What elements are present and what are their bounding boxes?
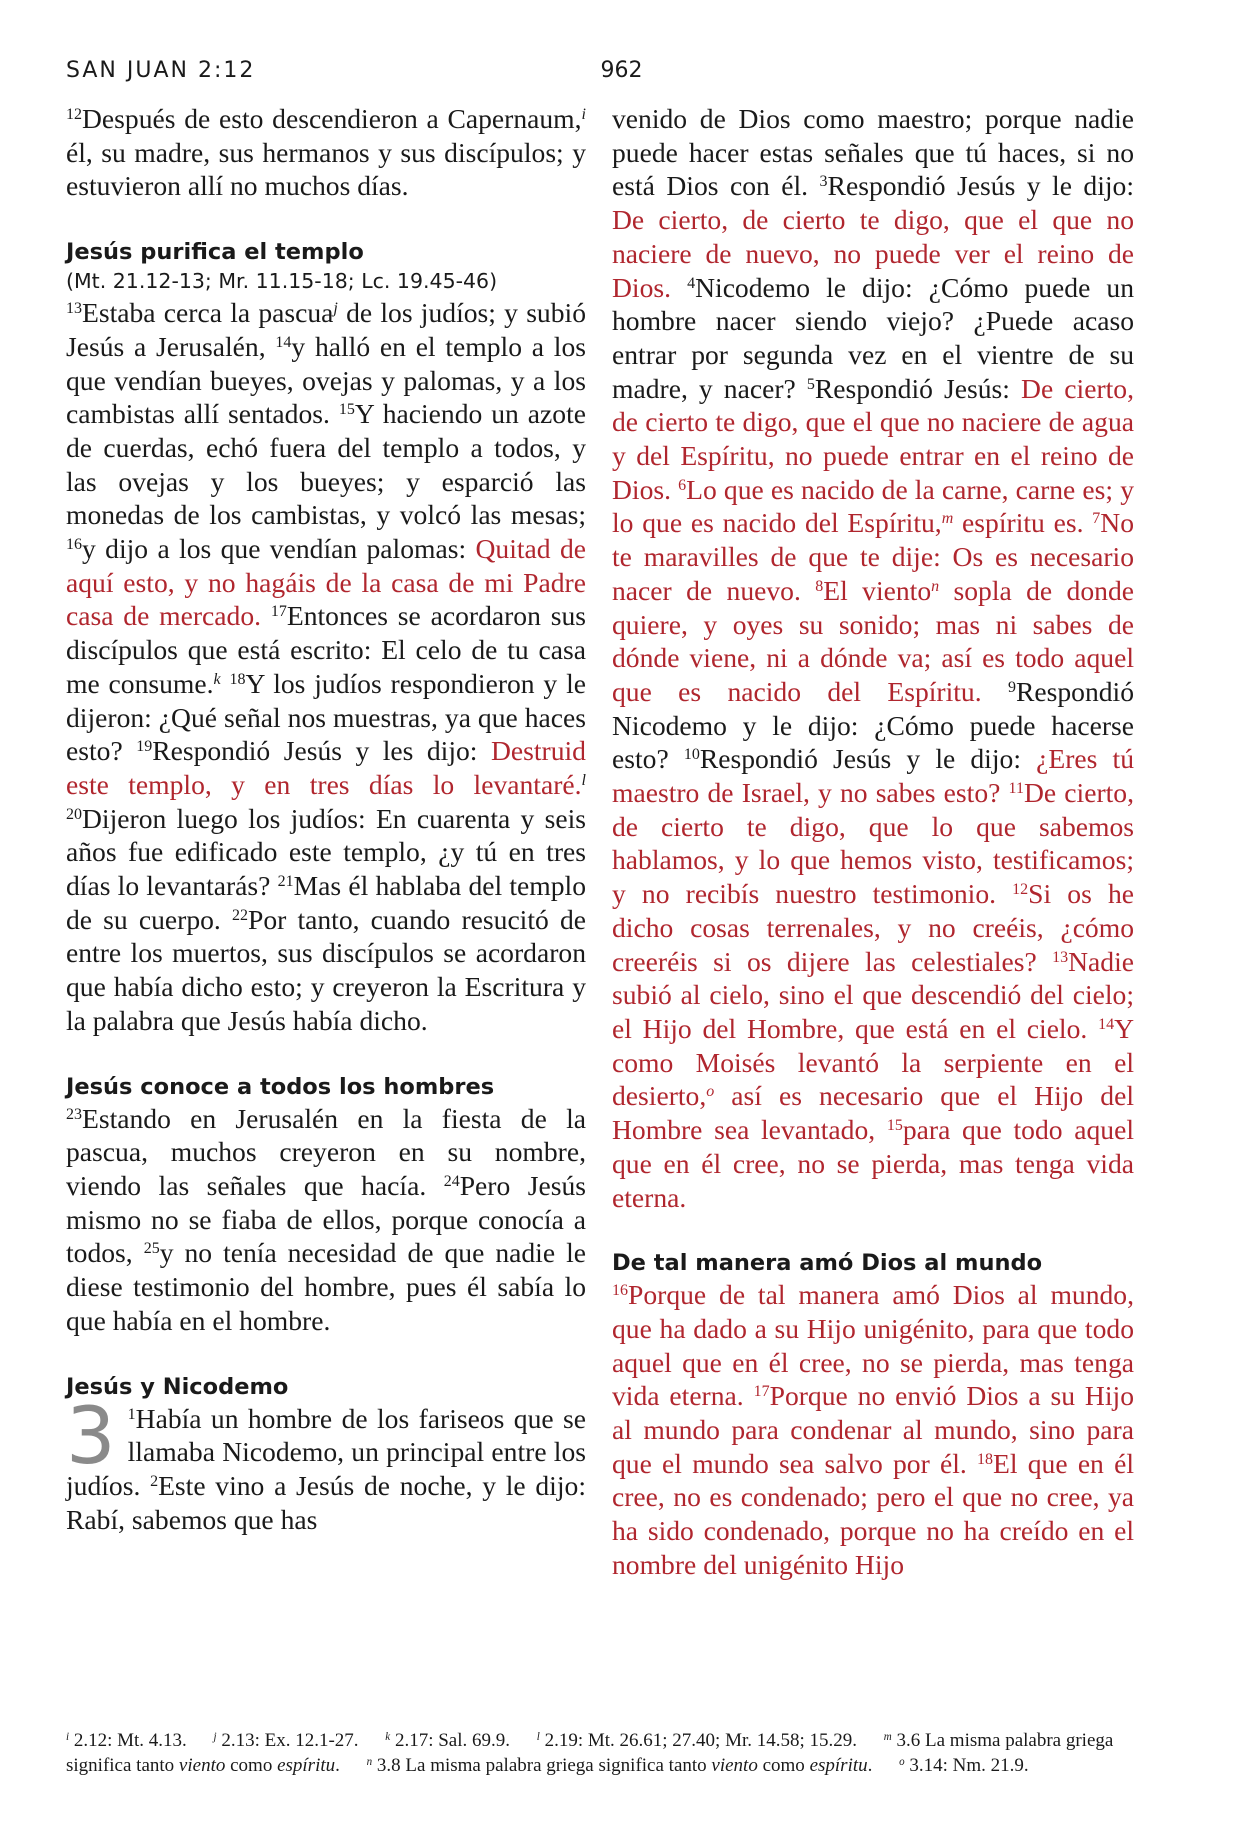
- verse-text: de los judíos; y subió Jesús a Jerusalén,: [66, 297, 586, 362]
- words-of-jesus: [612, 373, 1134, 707]
- verse-number: 16: [66, 536, 82, 554]
- verse-paragraph: [66, 296, 586, 1037]
- footnote-marker: l: [536, 1730, 540, 1743]
- footnote-text: 2.19: Mt. 26.61; 27.40; Mr. 14.58; 15.29.: [544, 1730, 858, 1751]
- running-head: SAN JUAN 2:12: [66, 58, 256, 83]
- verse-text: Por tanto, cuando resucitó de entre los muertos, sus discípulos se acordaron que había dicho esto; y creyeron la Escritura y la palabra que Jesús había dicho.: [66, 903, 586, 1036]
- verse-text: Nicodemo le dijo: ¿Cómo puede un hombre nacer siendo viejo? ¿Puede acaso entrar por segunda vez en el vientre de su madre, y nacer?: [612, 271, 1134, 404]
- verse-text: sopla de donde quiere, y oyes su sonido; mas ni sabes de dónde viene, ni a dónde va; así es todo aquel que es nacido del Espíritu.: [612, 574, 1134, 707]
- verse-text: Respondió Jesús y le dijo:: [827, 170, 1135, 202]
- verse-number: 14: [1098, 1016, 1115, 1034]
- words-of-jesus: [612, 1279, 1134, 1580]
- verse-number: 9: [1007, 679, 1016, 697]
- footnote-marker: m: [883, 1730, 892, 1743]
- verse-number: 12: [1012, 881, 1029, 899]
- footnote-italic: viento: [711, 1755, 758, 1776]
- verse-text: Y los judíos respondieron y le dijeron: ¿Qué señal nos muestras, ya que haces esto?: [66, 667, 586, 767]
- footnote-marker[interactable]: m: [941, 510, 954, 528]
- verse-number: 8: [815, 578, 824, 596]
- verse-number: 14: [275, 334, 292, 352]
- footnote-marker[interactable]: j: [333, 300, 338, 318]
- verse-text: Porque no envió Dios a su Hijo al mundo para condenar al mundo, sino para que el mundo sea salvo por él.: [612, 1380, 1134, 1479]
- verse-number: 10: [683, 746, 700, 764]
- footnote-marker[interactable]: l: [581, 772, 586, 790]
- verse-text: y halló en el templo a los que vendían bueyes, ovejas y palomas, y a los cambistas allí sentados.: [66, 330, 586, 430]
- verse-paragraph: [612, 102, 1134, 1214]
- words-of-jesus: Quitad de aquí esto, y no hagáis de la casa de mi Padre casa de mercado.: [66, 533, 587, 632]
- footnote-italic: espíritu: [809, 1755, 868, 1776]
- verse-text: venido de Dios como maestro; porque nadie puede hacer estas señales que tú haces, si no está Dios con él.: [612, 103, 1134, 202]
- verse-text: así es necesario que el Hijo del Hombre sea levantado,: [612, 1080, 1134, 1146]
- verse-number: 22: [231, 906, 248, 924]
- verse-number: 16: [612, 1282, 628, 1300]
- footnote-marker: o: [899, 1755, 905, 1768]
- footnote-marker: n: [366, 1755, 373, 1768]
- verse-text: Mas él hablaba del templo de su cuerpo.: [66, 870, 586, 935]
- verse-number: 3: [819, 173, 828, 191]
- verse-text: y no tenía necesidad de que nadie le diese testimonio del hombre, pues él sabía lo que había en el hombre.: [66, 1237, 586, 1336]
- verse-text: Después de esto descendieron a Capernaum,: [82, 103, 582, 134]
- verse-number: 15: [886, 1117, 903, 1135]
- footnote-text: 2.12: Mt. 4.13.: [73, 1730, 187, 1751]
- verse-text: Había un hombre de los fariseos que se llamaba Nicodemo, un principal entre los judíos.: [66, 1402, 586, 1501]
- footnote-text: como: [225, 1755, 278, 1776]
- verse-number: 4: [687, 274, 696, 292]
- verse-text: espíritu es.: [953, 507, 1093, 539]
- verse-paragraph: [66, 102, 586, 203]
- footnotes: [66, 1728, 1177, 1778]
- footnote-marker[interactable]: k: [213, 671, 221, 689]
- verse-number: 17: [753, 1383, 770, 1401]
- verse-number: 6: [678, 476, 687, 494]
- verse-number: 20: [66, 805, 82, 823]
- left-column: [66, 102, 586, 1536]
- footnote-text: 3.6 La misma palabra griega significa tanto: [66, 1730, 1114, 1776]
- verse-number: 21: [277, 873, 294, 891]
- footnote-text: 2.13: Ex. 12.1-27.: [221, 1730, 359, 1751]
- verse-number: 25: [143, 1240, 160, 1258]
- parallel-references: (Mt. 21.12-13; Mr. 11.15-18; Lc. 19.45-46): [66, 269, 498, 294]
- verse-text: Estando en Jerusalén en la fiesta de la pascua, muchos creyeron en su nombre, viendo las señales que hacía.: [66, 1102, 586, 1201]
- verse-number: 13: [66, 300, 82, 318]
- footnote-marker: j: [213, 1730, 217, 1743]
- verse-number: 5: [806, 375, 815, 393]
- footnote-text: 3.14: Nm. 21.9.: [909, 1755, 1029, 1776]
- footnote-marker[interactable]: o: [706, 1083, 715, 1101]
- verse-text: Pero Jesús mismo no se fiaba de ellos, porque conocía a todos,: [66, 1169, 586, 1269]
- verse-text: Porque de tal manera amó Dios al mundo, que ha dado a su Hijo unigénito, para que todo aquel que en él cree, no se pierda, mas tenga vida eterna.: [612, 1279, 1134, 1412]
- section-heading: Jesús conoce a todos los hombres: [66, 1073, 495, 1100]
- section-heading: Jesús y Nicodemo: [66, 1373, 289, 1400]
- words-of-jesus: De cierto, de cierto te digo, que el que no naciere de nuevo, no puede ver el reino de Dios.: [612, 204, 1134, 303]
- verse-number: 19: [136, 738, 153, 756]
- words-of-jesus: [612, 743, 1134, 1212]
- footnote-italic: viento: [178, 1755, 226, 1776]
- footnote-text: 2.17: Sal. 69.9.: [394, 1730, 510, 1751]
- verse-number: 23: [66, 1105, 82, 1123]
- verse-paragraph: [66, 1391, 586, 1537]
- verse-text: él, su madre, sus hermanos y sus discípulos; y estuvieron allí no muchos días.: [66, 136, 586, 202]
- running-header: [66, 58, 1177, 88]
- footnote-text: .: [867, 1755, 873, 1776]
- verse-number: 18: [977, 1450, 994, 1468]
- footnote-text: 3.8 La misma palabra griega significa tanto: [376, 1755, 712, 1776]
- footnote-italic: espíritu: [277, 1755, 336, 1776]
- section-heading: Jesús purifica el templo: [66, 239, 364, 266]
- verse-text: Y haciendo un azote de cuerdas, echó fuera del templo a todos, y las ovejas y los bueyes; y esparció las monedas de los cambistas, y volcó las mesas;: [66, 398, 586, 531]
- verse-number: 24: [443, 1173, 460, 1191]
- verse-number: 11: [1008, 780, 1024, 798]
- section-heading: De tal manera amó Dios al mundo: [612, 1250, 1043, 1277]
- verse-text: Y como Moisés levantó la serpiente en el desierto,: [612, 1012, 1134, 1112]
- verse-number: 15: [338, 401, 355, 419]
- footnote-text: .: [335, 1755, 340, 1776]
- verse-text: Nadie subió al cielo, sino el que descendió del cielo; el Hijo del Hombre, que está en el cielo.: [612, 945, 1134, 1044]
- verse-text: y dijo a los que vendían palomas:: [82, 533, 476, 565]
- verse-text: Respondió Jesús y les dijo:: [152, 735, 491, 767]
- verse-text: De cierto, de cierto te digo, que lo que sabemos hablamos, y lo que hemos visto, testificamos; y no recibís nuestro testimonio.: [612, 777, 1134, 910]
- verse-number: 2: [150, 1473, 159, 1491]
- verse-number: 1: [127, 1405, 136, 1423]
- verse-paragraph: [66, 1102, 586, 1338]
- verse-number: 7: [1092, 510, 1101, 528]
- words-of-jesus: Destruid este templo, y en tres días lo levantaré.: [66, 735, 586, 800]
- verse-number: 18: [229, 671, 246, 689]
- footnote-marker[interactable]: i: [581, 106, 586, 124]
- verse-text: Respondió Jesús:: [814, 372, 1022, 404]
- verse-text: Estaba cerca la pascua: [82, 297, 334, 329]
- verse-text: Lo que es nacido de la carne, carne es; y lo que es nacido del Espíritu,: [612, 473, 1134, 539]
- verse-text: para que todo aquel que en él cree, no se pierda, mas tenga vida eterna.: [612, 1114, 1134, 1213]
- verse-text: Respondió Nicodemo y le dijo: ¿Cómo puede hacerse esto?: [612, 675, 1134, 775]
- footnote-marker: i: [66, 1730, 70, 1743]
- footnote-marker: k: [385, 1730, 391, 1743]
- page-number: 962: [600, 58, 643, 83]
- verse-text: El viento: [823, 574, 932, 606]
- verse-text: Este vino a Jesús de noche, y le dijo: Rabí, sabemos que has: [66, 1469, 586, 1535]
- chapter-number: 3: [66, 1391, 116, 1482]
- verse-number: 12: [66, 106, 82, 124]
- verse-text: Entonces se acordaron sus discípulos que está escrito: El celo de tu casa me consume.: [66, 600, 586, 699]
- verse-text: No te maravilles de que te dije: Os es necesario nacer de nuevo.: [612, 507, 1134, 606]
- verse-text: El que en él cree, no es condenado; pero el que no cree, ya ha sido condenado, porque no ha creído en el nombre del unigénito Hijo: [612, 1447, 1134, 1580]
- verse-text: De cierto, de cierto te digo, que el que no naciere de agua y del Espíritu, no puede entrar en el reino de Dios.: [612, 372, 1134, 505]
- right-column: [612, 102, 1134, 1582]
- verse-text: Si os he dicho cosas terrenales, y no creéis, ¿cómo creeréis si os dijere las celestiales?: [612, 878, 1134, 977]
- verse-text: Respondió Jesús y le dijo:: [699, 743, 1037, 775]
- verse-paragraph: [612, 1278, 1134, 1581]
- verse-text: ¿Eres tú maestro de Israel, y no sabes esto?: [612, 743, 1134, 809]
- footnote-text: como: [757, 1755, 810, 1776]
- footnote-marker[interactable]: n: [931, 578, 940, 596]
- verse-text: Dijeron luego los judíos: En cuarenta y seis años fue edificado este templo, ¿y tú en tres días lo levantarás?: [66, 802, 586, 902]
- verse-number: 13: [1052, 948, 1069, 966]
- verse-number: 17: [270, 603, 287, 621]
